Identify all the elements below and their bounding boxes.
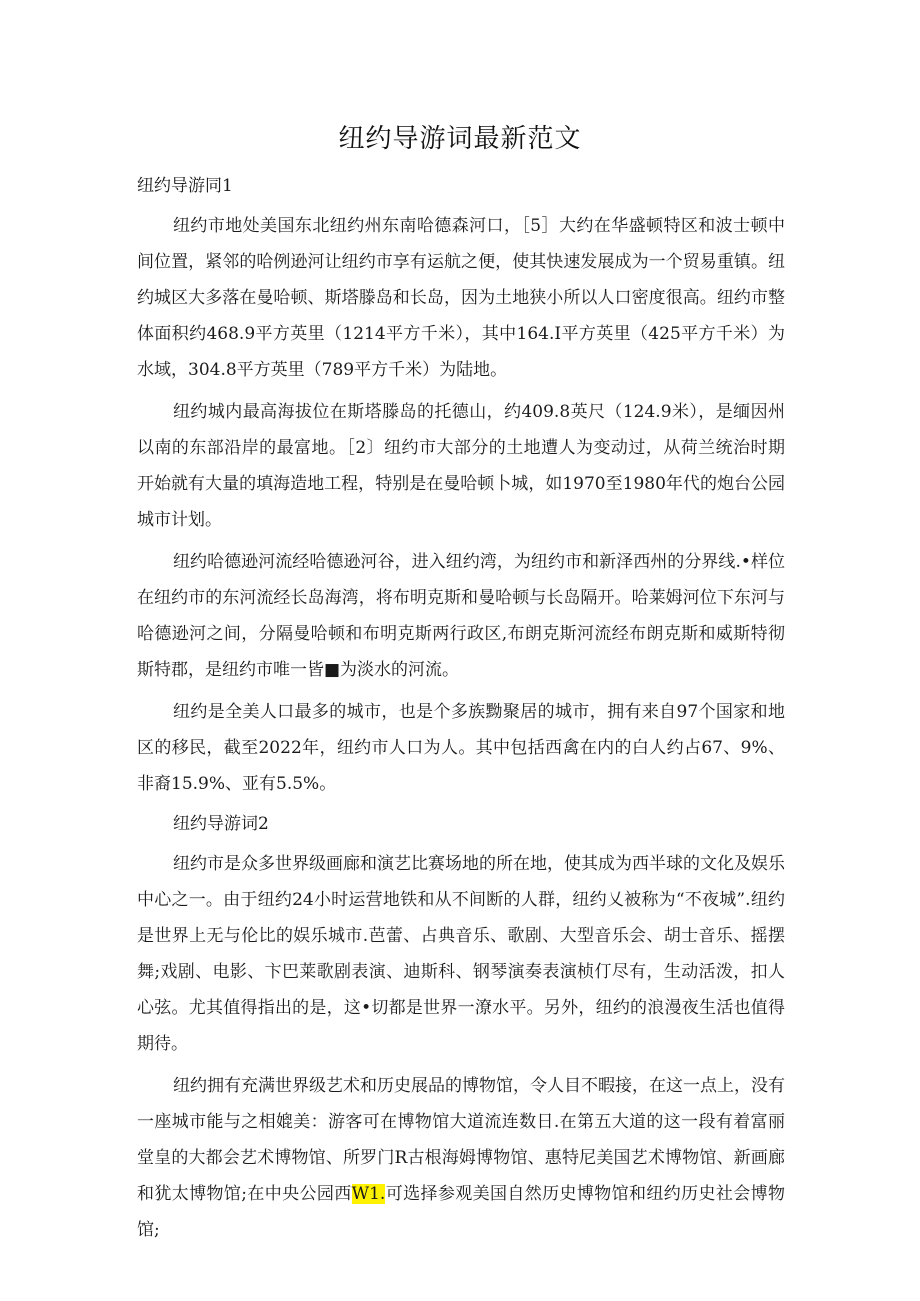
document-body	[137, 170, 785, 1254]
paragraph-6-text-start: 纽约拥有充满世界级艺术和历史展品的博物馆，令人目不暇接，在这一点上，没有一座城市能与之相媲美：游客可在博物馆大道流连数日.在第五大道的这一段有着富丽堂皇的大都会艺术博物馆、所罗门R古根海姆博物馆、惠特尼美国艺术博物馆、新画廊和犹太博物馆;在中央公园西	[137, 1076, 785, 1204]
paragraph-2: 纽约城内最高海拔位在斯塔滕岛的托德山，约409.8英尺（124.9米），是缅因州以南的东部沿岸的最富地。［2〕纽约市大部分的土地遭人为变动过，从荷兰统治时期开始就有大量的填海造地工程，特别是在曼哈顿卜城，如1970至1980年代的炮台公园城市计划。	[137, 402, 785, 530]
section-heading-2: 纽约导游词2	[173, 814, 269, 834]
paragraph-1: 纽约市地处美国东北纽约州东南哈德森河口，［5］大约在华盛顿特区和波士顿中间位置，紧邻的哈例逊河让纽约市享有运航之便，使其快速发展成为一个贸易重镇。纽约城区大多落在曼哈顿、斯塔滕岛和长岛，因为土地狭小所以人口密度很高。纽约市整体面积约468.9平方英里（1214平方千米），其中164.I平方英里（425平方千米）为水域，304.8平方英里（789平方千米）为陆地。	[137, 216, 785, 380]
paragraph-6-text-end: 可选择参观美国自然历史博物馆和纽约历史社会博物馆;	[137, 1184, 785, 1240]
paragraph-3: 纽约哈德逊河流经哈德逊河谷，进入纽约湾，为纽约市和新泽西州的分界线.•样位在纽约市的东河流经长岛海湾，将布明克斯和曼哈顿与长岛隔开。哈莱姆河位下东河与哈德逊河之间，分隔曼哈顿和布明克斯两行政区,布朗克斯河流经布朗克斯和威斯特彻斯特郡，是纽约市唯一皆■为淡水的河流。	[137, 552, 785, 680]
paragraph-5: 纽约市是众多世界级画廊和演艺比赛场地的所在地，使其成为西半球的文化及娱乐中心之一。由于纽约24小时运营地铁和从不间断的人群，纽约乂被称为“不夜城”.纽约是世界上无与伦比的娱乐城市.芭蕾、占典音乐、歌剧、大型音乐会、胡士音乐、摇摆舞;戏剧、电影、卞巴莱歌剧表演、迪斯科、钢琴演奏表演桢仃尽有，生动活泼，扣人心弦。尤其值得指出的是，这•切都是世界一潦水平。另外，纽约的浪漫夜生活也值得期待。	[137, 854, 785, 1054]
paragraph-6	[137, 1068, 785, 1248]
section-heading-1: 纽约导游同1	[137, 176, 233, 196]
paragraph-4: 纽约是全美人口最多的城市，也是个多族黝聚居的城市，拥有来自97个国家和地区的移民，截至2022年，纽约市人口为人。其中包括西禽在内的白人约占67、9%、非裔15.9%、亚有5.5%。	[137, 702, 785, 794]
highlighted-text: W1.	[351, 1184, 386, 1204]
document-title: 纽约导游词最新范文	[338, 124, 582, 154]
